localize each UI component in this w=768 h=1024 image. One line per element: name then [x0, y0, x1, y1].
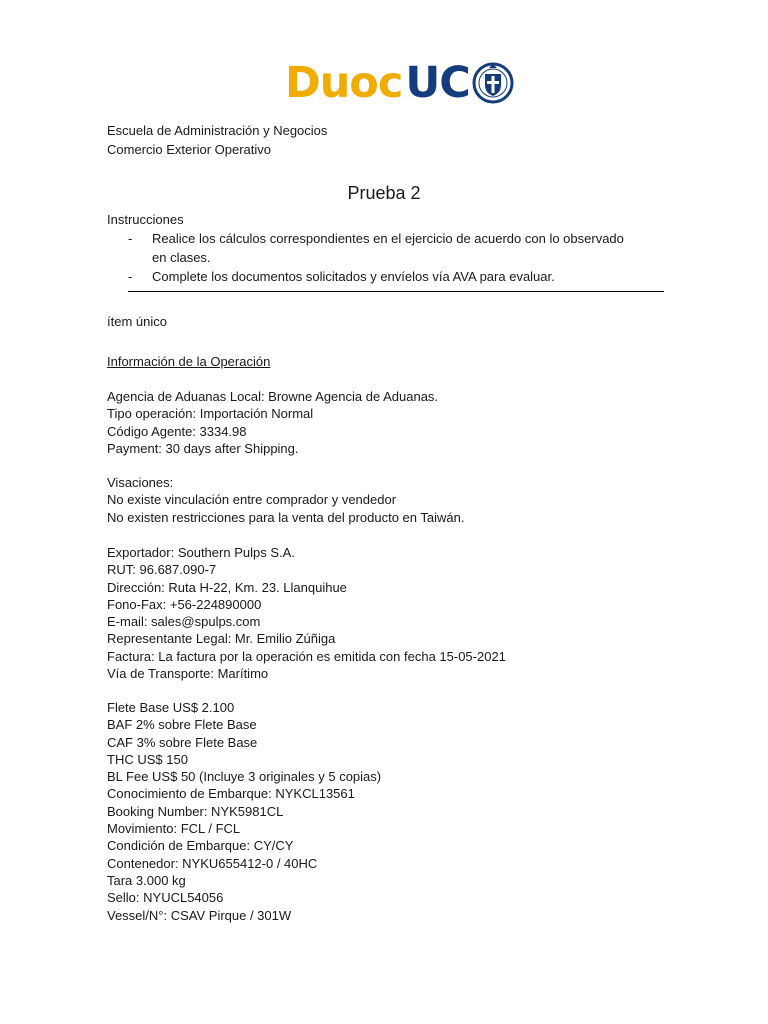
horizontal-divider — [128, 291, 664, 292]
item-label: ítem único — [107, 314, 167, 329]
agency-line: Agencia de Aduanas Local: Browne Agencia de Aduanas. — [107, 389, 439, 404]
agency-line: Código Agente: 3334.98 — [107, 423, 247, 439]
visaciones-line: No existen restricciones para la venta del producto en Taiwán. — [107, 509, 465, 525]
exporter-line: Vía de Transporte: Marítimo — [107, 666, 269, 682]
freight-line: BL Fee US$ 50 (Incluye 3 originales y 5 copias) — [107, 769, 382, 785]
instruction-text: Complete los documentos solicitados y envíelos vía AVA para evaluar. — [152, 269, 555, 284]
instruction-text: Realice los cálculos correspondientes en el ejercicio de acuerdo con lo observado en clases. — [152, 231, 624, 265]
exporter-line: Fono-Fax: +56-224890000 — [107, 596, 262, 612]
visaciones-line: Visaciones: — [107, 475, 174, 490]
logo-uc-text: UC — [405, 58, 470, 108]
freight-line: Vessel/N°: CSAV Pirque / 301W — [107, 907, 292, 923]
page-title: Prueba 2 — [347, 183, 421, 203]
agency-line: Payment: 30 days after Shipping. — [107, 440, 299, 456]
freight-line: BAF 2% sobre Flete Base — [107, 717, 257, 733]
section-heading: Información de la Operación — [107, 354, 271, 369]
exporter-line: Dirección: Ruta H-22, Km. 23. Llanquihue — [107, 579, 347, 595]
instruction-item: - Complete los documentos solicitados y envíelos vía AVA para evaluar. — [128, 269, 555, 284]
exporter-line: Representante Legal: Mr. Emilio Zúñiga — [107, 631, 336, 647]
freight-line: Flete Base US$ 2.100 — [107, 700, 235, 715]
freight-line: Sello: NYUCL54056 — [107, 890, 224, 906]
freight-line: Condición de Embarque: CY/CY — [107, 838, 294, 854]
freight-block — [107, 699, 381, 924]
school-name: Escuela de Administración y Negocios — [107, 123, 328, 138]
exporter-line: Factura: La factura por la operación es emitida con fecha 15-05-2021 — [107, 648, 506, 664]
exporter-line: E-mail: sales@spulps.com — [107, 614, 261, 630]
exporter-line: Exportador: Southern Pulps S.A. — [107, 545, 295, 560]
freight-line: CAF 3% sobre Flete Base — [107, 734, 258, 750]
freight-line: Tara 3.000 kg — [107, 872, 186, 888]
university-seal-icon — [472, 60, 514, 106]
document-header — [107, 121, 327, 159]
visaciones-line: No existe vinculación entre comprador y vendedor — [107, 492, 397, 508]
logo-duoc-text: Duoc — [285, 58, 403, 108]
exporter-block — [107, 544, 506, 682]
visaciones-block — [107, 474, 464, 526]
course-name: Comercio Exterior Operativo — [107, 142, 271, 157]
duoc-uc-logo — [285, 58, 514, 108]
freight-line: Contenedor: NYKU655412-0 / 40HC — [107, 855, 318, 871]
instruction-item: - Realice los cálculos correspondientes en el ejercicio de acuerdo con lo observado en clases. — [128, 229, 638, 267]
agency-line: Tipo operación: Importación Normal — [107, 406, 314, 422]
freight-line: Conocimiento de Embarque: NYKCL13561 — [107, 786, 355, 802]
freight-line: Booking Number: NYK5981CL — [107, 803, 284, 819]
freight-line: THC US$ 150 — [107, 751, 188, 767]
instructions-list — [128, 229, 638, 286]
exporter-line: RUT: 96.687.090-7 — [107, 562, 217, 578]
freight-line: Movimiento: FCL / FCL — [107, 821, 241, 837]
instructions-heading: Instrucciones — [107, 212, 184, 227]
agency-block — [107, 388, 438, 457]
